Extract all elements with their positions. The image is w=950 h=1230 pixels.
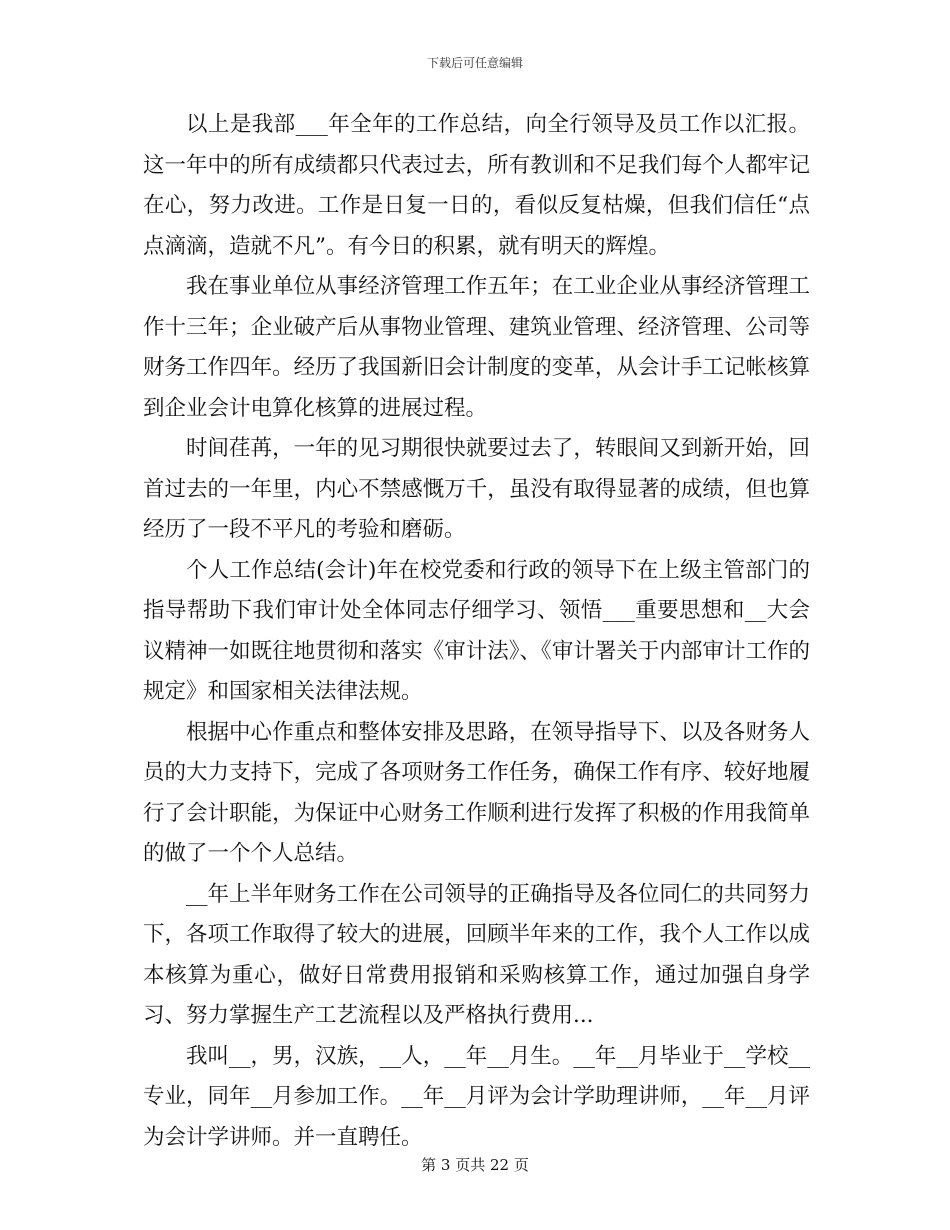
- page-number-footer: 第 3 页共 22 页: [421, 1156, 529, 1174]
- paragraph-6: __年上半年财务工作在公司领导的正确指导及各位同仁的共同努力下，各项工作取得了较大的进展，回顾半年来的工作，我个人工作以成本核算为重心，做好日常费用报销和采购核算工作，通过加强自身学习、努力掌握生产工艺流程以及严格执行费用...: [143, 881, 810, 1028]
- paragraph-2: 我在事业单位从事经济管理工作五年；在工业企业从事经济管理工作十三年；企业破产后从事物业管理、建筑业管理、经济管理、公司等财务工作四年。经历了我国新旧会计制度的变革，从会计手工记帐核算到企业会计电算化核算的进展过程。: [143, 274, 810, 421]
- paragraph-7: 我叫__，男，汉族，__人，__年__月生。__年__月毕业于__学校__专业，同年__月参加工作。__年__月评为会计学助理讲师，__年__月评为会计学讲师。并一直聘任。: [143, 1043, 810, 1150]
- paragraph-3: 时间荏苒，一年的见习期很快就要过去了，转眼间又到新开始，回首过去的一年里，内心不禁感慨万千，虽没有取得显著的成绩，但也算经历了一段不平凡的考验和磨砺。: [143, 436, 810, 542]
- document-body: [143, 105, 810, 1158]
- page-header-note: 下载后可任意编辑: [426, 56, 523, 70]
- paragraph-5: 根据中心作重点和整体安排及思路，在领导指导下、以及各财务人员的大力支持下，完成了各项财务工作任务，确保工作有序、较好地履行了会计职能，为保证中心财务工作顺利进行发挥了积极的作用我简单的做了一个个人总结。: [143, 719, 810, 866]
- paragraph-1: 以上是我部___年全年的工作总结，向全行领导及员工作以汇报。这一年中的所有成绩都只代表过去，所有教训和不足我们每个人都牢记在心，努力改进。工作是日复一日的，看似反复枯燥，但我们信任“点点滴滴，造就不凡”。有今日的积累，就有明天的辉煌。: [143, 112, 810, 259]
- paragraph-4: 个人工作总结(会计)年在校党委和行政的领导下在上级主管部门的指导帮助下我们审计处全体同志仔细学习、领悟___重要思想和__大会议精神一如既往地贯彻和落实《审计法》、《审计署关于内部审计工作的规定》和国家相关法律法规。: [143, 557, 810, 704]
